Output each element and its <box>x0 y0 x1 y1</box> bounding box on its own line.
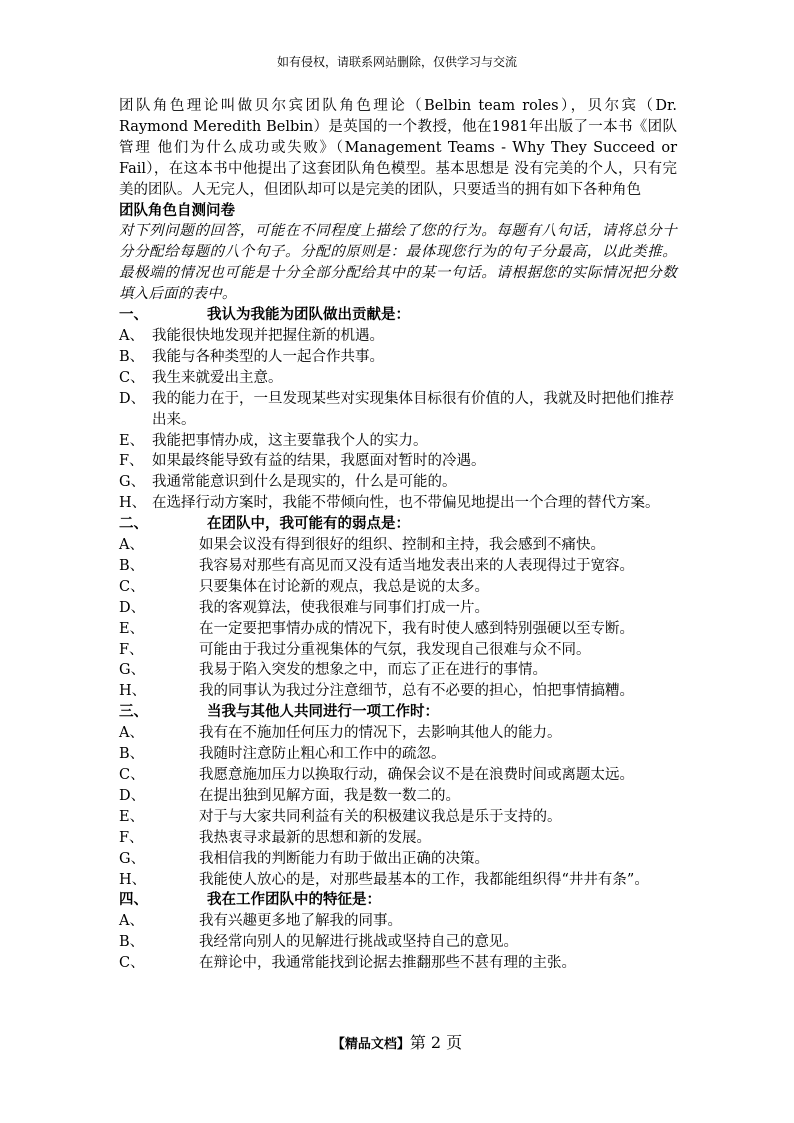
item-text: 我相信我的判断能力有助于做出正确的决策。 <box>199 850 489 867</box>
item-letter: F、 <box>119 641 144 658</box>
list-item <box>119 326 677 347</box>
section-heading <box>119 514 677 535</box>
item-letter: A、 <box>119 327 144 344</box>
questionnaire-instructions: 对下列问题的回答，可能在不同程度上描绘了您的行为。每题有八句话，请将总分十分分配给每题的八个句子。分配的原则是：最体现您行为的句子分最高，以此类推。最极端的情况也可能是十分全部分配给其中的某一句话。请根据您的实际情况把分数填入后面的表中。 <box>119 223 677 303</box>
item-letter: D、 <box>119 787 146 804</box>
section-title: 我认为我能为团队做出贡献是： <box>207 306 410 324</box>
item-text: 我的客观算法，使我很难与同事们打成一片。 <box>199 599 489 616</box>
item-text: 我随时注意防止粗心和工作中的疏忽。 <box>199 746 446 763</box>
section-4 <box>119 890 677 974</box>
list-item <box>119 493 677 514</box>
item-letter: B、 <box>119 934 145 951</box>
list-item <box>119 681 677 702</box>
item-letter: F、 <box>119 453 144 470</box>
item-letter: B、 <box>119 746 145 763</box>
page-header <box>0 54 794 70</box>
list-item <box>119 765 677 786</box>
list-item <box>119 431 677 452</box>
item-text: 可能由于我过分重视集体的气氛，我发现自己很难与众不同。 <box>199 641 591 658</box>
section-heading <box>119 702 677 723</box>
section-heading <box>119 890 677 911</box>
item-text: 我容易对那些有高见而又没有适当地发表出来的人表现得过于宽容。 <box>199 557 634 574</box>
item-letter: A、 <box>119 913 144 930</box>
item-text: 在辩论中，我通常能找到论据去推翻那些不甚有理的主张。 <box>199 955 576 972</box>
item-letter: E、 <box>119 620 145 637</box>
list-item <box>119 451 677 472</box>
item-letter: C、 <box>119 369 145 386</box>
list-item <box>119 660 677 681</box>
item-text: 我能与各种类型的人一起合作共事。 <box>152 348 384 365</box>
item-text: 对于与大家共同利益有关的积极建议我总是乐于支持的。 <box>199 808 562 825</box>
list-item <box>119 389 677 431</box>
item-text: 我通常能意识到什么是现实的，什么是可能的。 <box>152 474 457 491</box>
footer-label: 【精品文档】 <box>331 1037 410 1052</box>
list-item <box>119 472 677 493</box>
section-title: 我在工作团队中的特征是： <box>207 891 381 909</box>
item-text: 在选择行动方案时，我能不带倾向性，也不带偏见地提出一个合理的替代方案。 <box>152 495 660 512</box>
item-letter: C、 <box>119 578 145 595</box>
list-item <box>119 619 677 640</box>
page-footer <box>0 1033 794 1055</box>
list-item <box>119 849 677 870</box>
item-text: 我有兴趣更多地了解我的同事。 <box>199 913 402 930</box>
section-title: 当我与其他人共同进行一项工作时： <box>207 703 439 721</box>
item-text: 我能把事情办成，这主要靠我个人的实力。 <box>152 432 428 449</box>
section-number: 三、 <box>119 703 148 721</box>
item-letter: E、 <box>119 808 145 825</box>
page-number: 第 2 页 <box>409 1033 463 1052</box>
header-notice: 如有侵权，请联系网站删除，仅供学习与交流 <box>276 55 517 69</box>
item-letter: H、 <box>119 495 147 512</box>
list-item <box>119 953 677 974</box>
item-text: 我愿意施加压力以换取行动，确保会议不是在浪费时间或离题太远。 <box>199 767 634 783</box>
list-item <box>119 556 677 577</box>
item-letter: G、 <box>119 662 146 679</box>
section-number: 二、 <box>119 515 148 533</box>
list-item <box>119 807 677 828</box>
section-heading <box>119 305 677 326</box>
list-item <box>119 640 677 661</box>
list-item <box>119 347 677 368</box>
item-text: 我能很快地发现并把握住新的机遇。 <box>152 327 384 344</box>
item-text: 如果最终能导致有益的结果，我愿面对暂时的冷遇。 <box>152 453 486 470</box>
section-3 <box>119 702 677 890</box>
item-letter: A、 <box>119 537 144 554</box>
item-text: 我热衷寻求最新的思想和新的发展。 <box>199 829 431 846</box>
item-text: 我经常向别人的见解进行挑战或坚持自己的意见。 <box>199 934 518 951</box>
list-item <box>119 723 677 744</box>
item-text: 在一定要把事情办成的情况下，我有时使人感到特别强硬以至专断。 <box>199 620 634 637</box>
list-item <box>119 786 677 807</box>
item-letter: H、 <box>119 683 147 700</box>
item-letter: C、 <box>119 767 145 783</box>
item-text: 我生来就爱出主意。 <box>152 369 283 386</box>
list-item <box>119 911 677 932</box>
intro-paragraph: 团队角色理论叫做贝尔宾团队角色理论（Belbin team roles），贝尔宾（Dr. Raymond Meredith Belbin）是英国的一个教授，他在1981年出版了一本书《团队管理 他们为什么成功或失败》（Management Teams - Why They Succeed or Fail），在这本书中他提出了这套团队角色模型。基本思想是 没有完美的个人，只有完美的团队。人无完人，但团队却可以是完美的团队，只要适当的拥有如下各种角色 <box>119 98 677 198</box>
questionnaire-title: 团队角色自测问卷 <box>119 201 235 219</box>
list-item <box>119 368 677 389</box>
item-text: 我的同事认为我过分注意细节，总有不必要的担心，怕把事情搞糟。 <box>199 683 634 700</box>
item-letter: C、 <box>119 955 145 972</box>
item-text: 如果会议没有得到很好的组织、控制和主持，我会感到不痛快。 <box>199 537 605 554</box>
item-letter: D、 <box>119 599 146 616</box>
list-item <box>119 577 677 598</box>
item-text: 我能使人放心的是，对那些最基本的工作，我都能组织得“井井有条”。 <box>199 871 649 888</box>
item-text: 我易于陷入突发的想象之中，而忘了正在进行的事情。 <box>199 662 547 679</box>
list-item <box>119 598 677 619</box>
section-number: 四、 <box>119 891 148 909</box>
item-text: 在提出独到见解方面，我是数一数二的。 <box>199 787 460 804</box>
item-letter: F、 <box>119 829 144 846</box>
item-text: 只要集体在讨论新的观点，我总是说的太多。 <box>199 578 489 595</box>
item-letter: G、 <box>119 850 146 867</box>
list-item <box>119 870 677 891</box>
section-1 <box>119 305 677 514</box>
item-letter: B、 <box>119 348 145 365</box>
section-2 <box>119 514 677 702</box>
section-title: 在团队中，我可能有的弱点是： <box>207 515 410 533</box>
list-item <box>119 932 677 953</box>
item-text: 我的能力在于，一旦发现某些对实现集体目标很有价值的人，我就及时把他们推荐出来。 <box>152 390 674 428</box>
list-item <box>119 535 677 556</box>
section-number: 一、 <box>119 306 148 324</box>
item-letter: E、 <box>119 432 145 449</box>
item-letter: H、 <box>119 871 147 888</box>
item-letter: D、 <box>119 390 146 407</box>
item-letter: B、 <box>119 557 145 574</box>
list-item <box>119 828 677 849</box>
item-letter: G、 <box>119 474 146 491</box>
item-text: 我有在不施加任何压力的情况下，去影响其他人的能力。 <box>199 725 562 742</box>
list-item <box>119 744 677 765</box>
document-body <box>119 96 677 974</box>
item-letter: A、 <box>119 725 144 742</box>
